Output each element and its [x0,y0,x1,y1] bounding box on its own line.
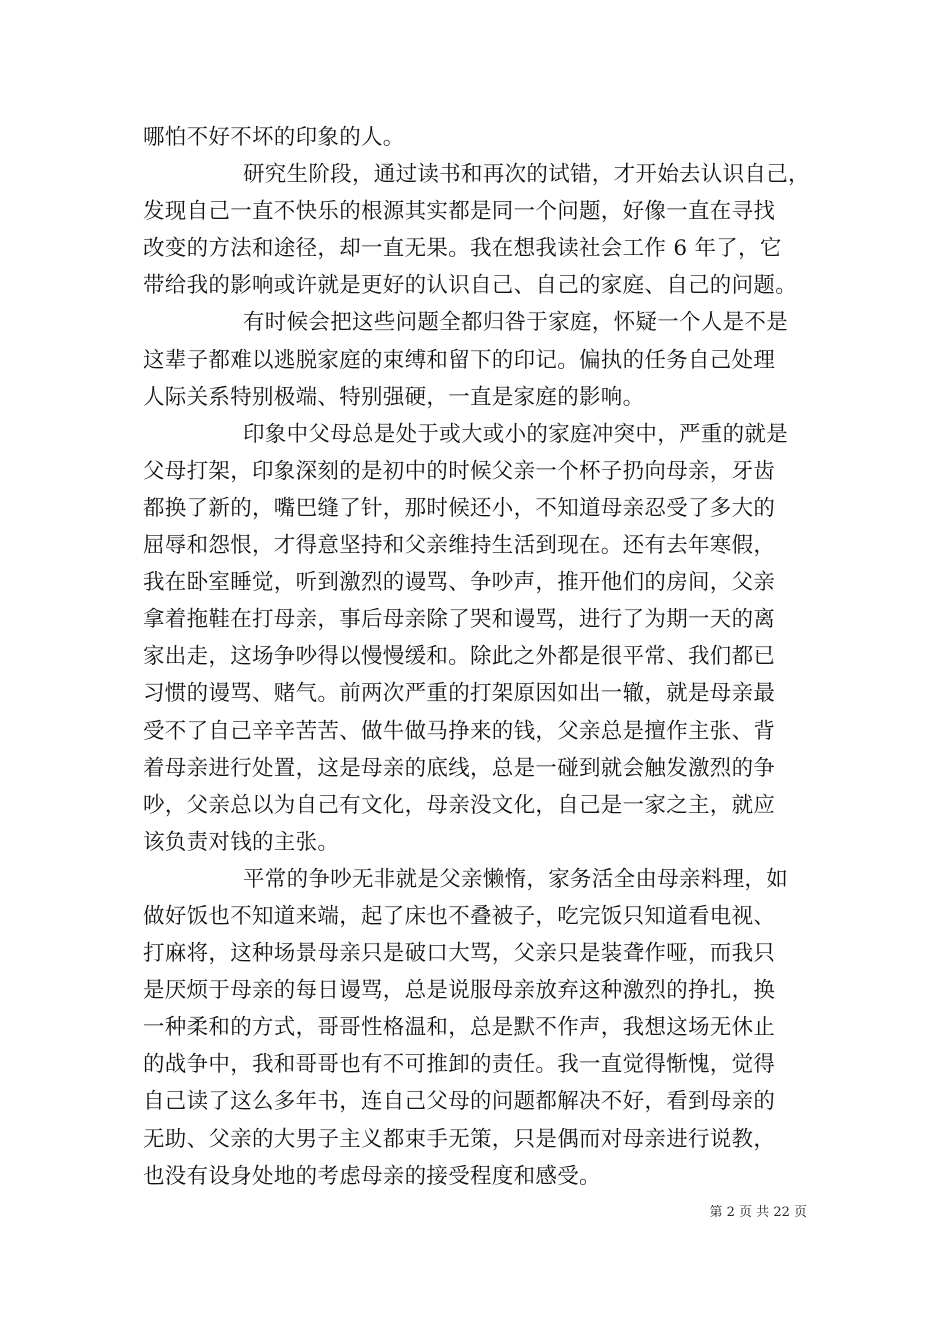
text-line: 无助、父亲的大男子主义都束手无策，只是偶而对母亲进行说教， [143,1126,776,1152]
text-line: 习惯的谩骂、赌气。前两次严重的打架原因如出一辙，就是母亲最 [143,681,776,707]
body-text [143,119,815,1195]
text-line: 是厌烦于母亲的每日谩骂，总是说服母亲放弃这种激烈的挣扎，换 [143,978,776,1004]
text-line: 印象中父母总是处于或大或小的家庭冲突中，严重的就是 [243,421,789,447]
text-line: 也没有设身处地的考虑母亲的接受程度和感受。 [143,1163,601,1189]
text-line: 拿着拖鞋在打母亲，事后母亲除了哭和谩骂，进行了为期一天的离 [143,607,776,633]
text-line: 家出走，这场争吵得以慢慢缓和。除此之外都是很平常、我们都已 [143,644,776,670]
text-line: 发现自己一直不快乐的根源其实都是同一个问题，好像一直在寻找 [143,199,776,225]
text-line: 做好饭也不知道来端，起了床也不叠被子，吃完饭只知道看电视、 [143,903,776,929]
text-line: 我在卧室睡觉，听到激烈的谩骂、争吵声，推开他们的房间，父亲 [143,570,776,596]
text-line: 该负责对钱的主张。 [143,829,340,855]
text-line: 带给我的影响或许就是更好的认识自己、自己的家庭、自己的问题。 [143,273,798,299]
text-line: 改变的方法和途径，却一直无果。我在想我读社会工作 6 年了，它 [143,236,782,262]
text-line: 打麻将，这种场景母亲只是破口大骂，父亲只是装聋作哑，而我只 [143,941,776,967]
text-line: 吵，父亲总以为自己有文化，母亲没文化，自己是一家之主，就应 [143,792,776,818]
text-line: 屈辱和怨恨，才得意坚持和父亲维持生活到现在。还有去年寒假， [143,533,776,559]
text-line: 自己读了这么多年书，连自己父母的问题都解决不好，看到母亲的 [143,1089,776,1115]
text-line: 父母打架，印象深刻的是初中的时候父亲一个杯子扔向母亲，牙齿 [143,458,776,484]
text-line: 的战争中，我和哥哥也有不可推卸的责任。我一直觉得惭愧，觉得 [143,1052,776,1078]
text-line: 受不了自己辛辛苦苦、做牛做马挣来的钱，父亲总是擅作主张、背 [143,718,776,744]
text-line: 着母亲进行处置，这是母亲的底线，总是一碰到就会触发激烈的争 [143,755,776,781]
text-line: 都换了新的，嘴巴缝了针，那时候还小，不知道母亲忍受了多大的 [143,495,776,521]
text-line: 这辈子都难以逃脱家庭的束缚和留下的印记。偏执的任务自己处理 [143,347,776,373]
page-number-footer: 第 2 页 共 22 页 [709,1205,807,1220]
text-line: 平常的争吵无非就是父亲懒惰，家务活全由母亲料理，如 [243,866,789,892]
text-line: 研究生阶段，通过读书和再次的试错，才开始去认识自己， [243,162,810,188]
text-line: 哪怕不好不坏的印象的人。 [143,125,405,150]
text-line: 一种柔和的方式，哥哥性格温和，总是默不作声，我想这场无休止 [143,1015,776,1041]
text-line: 有时候会把这些问题全都归咎于家庭，怀疑一个人是不是 [243,310,789,336]
text-line: 人际关系特别极端、特别强硬，一直是家庭的影响。 [143,384,645,410]
